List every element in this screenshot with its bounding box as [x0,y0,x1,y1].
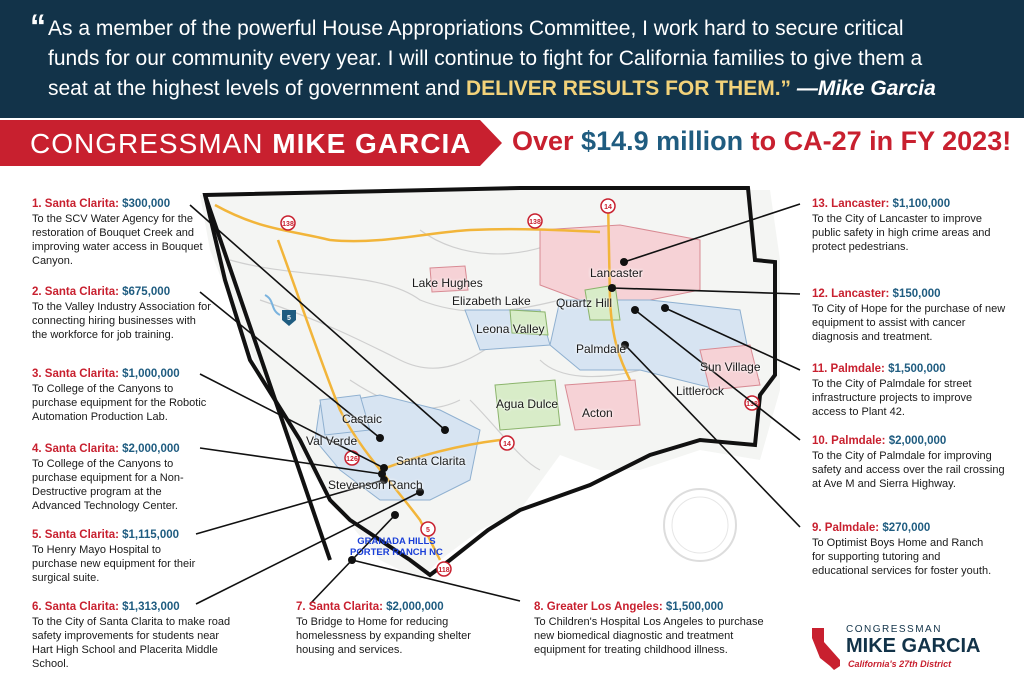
callout-10 [812,434,1012,491]
callout-12 [812,287,1012,344]
callout-5-amount: $1,115,000 [122,529,180,541]
callout-5-desc: To Henry Mayo Hospital to purchase new equipment for their surgical suite. [32,544,196,584]
callout-3-title: 3. Santa Clarita: [32,368,123,380]
callout-1-desc: To the SCV Water Agency for the restoration of Bouquet Creek and improving water access in Bouquet Canyon. [32,213,203,267]
shield-14-a: 14 [604,204,612,211]
callout-8 [534,600,764,657]
city-leona-valley: Leona Valley [476,322,545,336]
callout-7-desc: To Bridge to Home for reducing homelessness by expanding shelter housing and services. [296,616,471,656]
callout-12-desc: To City of Hope for the purchase of new equipment to assist with cancer diagnosis and treatment. [812,303,1006,343]
callout-13-title: 13. Lancaster: [812,198,893,210]
quote-highlight: DELIVER RESULTS FOR THEM.” [465,77,792,100]
callout-11-desc: To the City of Palmdale for street infrastructure projects to improve access to Plant 42. [812,378,973,418]
callout-3-desc: To College of the Canyons to purchase equipment for the Robotic Automation Production Lab. [32,383,207,423]
callout-1-title: 1. Santa Clarita: [32,198,123,210]
city-elizabeth-lake: Elizabeth Lake [452,294,531,308]
callout-13 [812,197,992,254]
shield-5-b: 5 [426,527,430,534]
callout-10-desc: To the City of Palmdale for improving safety and access over the rail crossing at Ave M and Sierra Highway. [812,450,1005,490]
headline-amount: $14.9 million [581,126,744,156]
city-littlerock: Littlerock [676,384,725,398]
quote-author: —Mike Garcia [791,77,936,100]
title-text [30,128,471,160]
callout-13-desc: To the City of Lancaster to improve public safety in high crime areas and protect pedestrians. [812,213,991,253]
shield-126: 126 [346,456,358,463]
quote-mark: “ [30,8,46,44]
seal-watermark [664,489,736,561]
logo-name: MIKE GARCIA [846,635,981,657]
callout-7-title: 7. Santa Clarita: [296,601,387,613]
city-santa-clarita: Santa Clarita [396,454,466,468]
city-acton: Acton [582,406,613,420]
title-name: MIKE GARCIA [272,128,472,159]
callout-9-amount: $270,000 [882,522,931,534]
callout-4 [32,442,212,513]
callout-9-title: 9. Palmdale: [812,522,883,534]
callout-13-amount: $1,100,000 [892,198,951,210]
callout-10-title: 10. Palmdale: [812,435,889,447]
city-quartz-hill: Quartz Hill [556,296,613,310]
callout-8-desc: To Children's Hospital Los Angeles to purchase new biomedical diagnostic and treatment equipment for treating childhood illness. [534,616,764,656]
callout-7-amount: $2,000,000 [386,601,444,613]
callout-6-amount: $1,313,000 [122,601,180,613]
city-stevenson-ranch: Stevenson Ranch [328,478,423,492]
quote-line-3-text: seat at the highest levels of government and [48,77,466,100]
callout-6-title: 6. Santa Clarita: [32,601,123,613]
city-agua-dulce: Agua Dulce [496,397,559,411]
callout-10-amount: $2,000,000 [888,435,947,447]
callout-3-amount: $1,000,000 [122,368,180,380]
callout-2-desc: To the Valley Industry Association for connecting hiring businesses with the workforce for job training. [32,301,211,341]
callout-7 [296,600,496,657]
granada-hills-label [350,536,443,558]
shield-118: 118 [438,567,450,574]
shield-5-a: 5 [287,315,291,322]
city-sun-village: Sun Village [700,360,761,374]
callout-11-title: 11. Palmdale: [812,363,889,375]
quote-line-1: As a member of the powerful House Appropriations Committee, I work hard to secure critical [48,17,904,40]
callout-2-amount: $675,000 [122,286,171,298]
callout-6-desc: To the City of Santa Clarita to make road safety improvements for students near Hart High School and Placerita Middle School. [32,616,231,670]
callout-9-desc: To Optimist Boys Home and Ranch for supporting tutoring and educational services for foster youth. [812,537,992,577]
city-val-verde: Val Verde [306,434,358,448]
callout-8-amount: $1,500,000 [665,601,724,613]
footer-logo [810,624,1010,672]
callout-12-title: 12. Lancaster: [812,288,893,300]
city-lancaster: Lancaster [590,266,643,280]
quote-text [48,14,1008,104]
city-lake-hughes: Lake Hughes [412,276,483,290]
callout-11 [812,362,992,419]
region-acton [565,380,640,430]
quote-banner [0,0,1024,118]
shield-138-a: 138 [282,221,294,228]
granada-line-2: PORTER RANCH NC [350,547,443,558]
quote-line-3 [48,74,1008,104]
title-prefix: CONGRESSMAN [30,128,273,159]
callout-4-desc: To College of the Canyons to purchase equipment for a Non-Destructive program at the Advanced Technology Center. [32,458,184,512]
callout-2 [32,285,212,342]
city-palmdale: Palmdale [576,342,627,356]
callout-5 [32,528,202,585]
callout-8-title: 8. Greater Los Angeles: [534,601,666,613]
callout-11-amount: $1,500,000 [888,363,946,375]
shield-138-c: 138 [746,401,758,408]
callout-6 [32,600,232,671]
california-state-icon [810,626,844,672]
logo-congressman: CONGRESSMAN [846,624,942,635]
headline-pre: Over [512,126,582,156]
callout-4-amount: $2,000,000 [122,443,180,455]
headline [512,126,1011,157]
callout-3 [32,367,207,424]
shield-14-b: 14 [503,441,511,448]
callout-2-title: 2. Santa Clarita: [32,286,123,298]
quote-line-2: funds for our community every year. I will continue to fight for California families to give them a [48,47,923,70]
headline-post: to CA-27 in FY 2023! [743,126,1012,156]
city-castaic: Castaic [342,412,383,426]
callout-1-amount: $300,000 [122,198,171,210]
logo-district: California's 27th District [848,659,952,669]
shield-138-b: 138 [529,219,541,226]
title-bar [0,120,480,166]
callout-4-title: 4. Santa Clarita: [32,443,123,455]
callout-5-title: 5. Santa Clarita: [32,529,123,541]
callout-12-amount: $150,000 [892,288,941,300]
callout-1 [32,197,212,268]
callout-9 [812,521,992,578]
granada-line-1: GRANADA HILLS [357,536,436,547]
